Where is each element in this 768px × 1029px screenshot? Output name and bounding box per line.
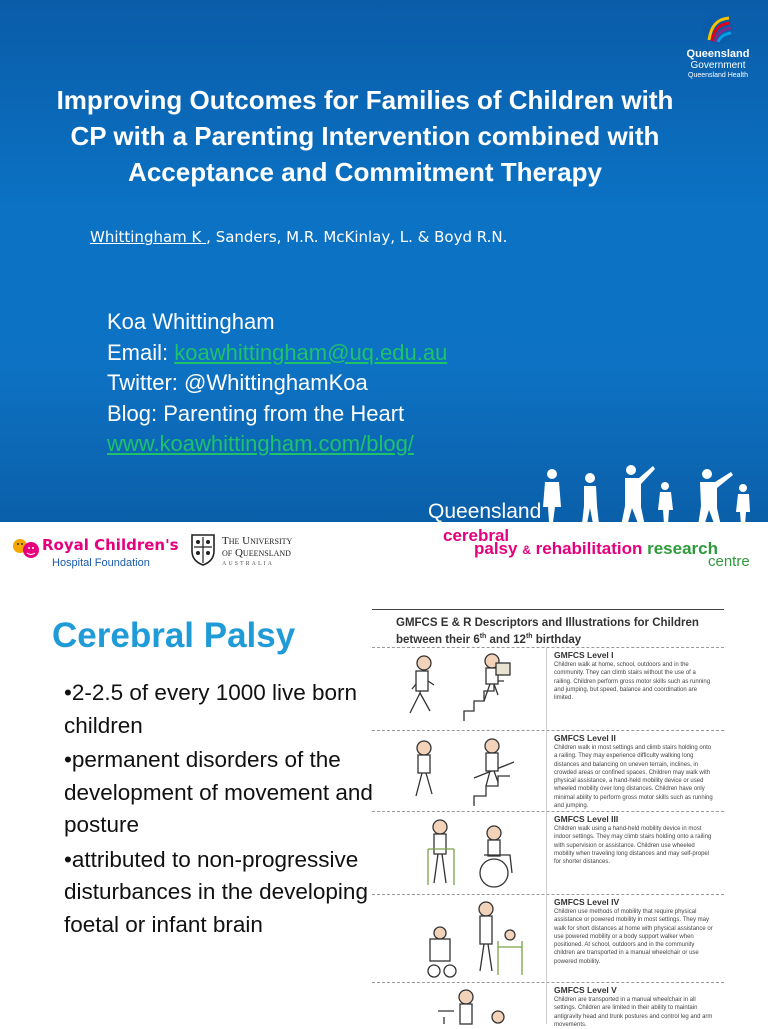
uq-line-2: of Queensland [222,547,291,559]
research-centre-figures-icon [535,462,765,532]
gmfcs-divider [546,982,547,1024]
bullet-item: •2-2.5 of every 1000 live born children [64,680,358,738]
gmfcs-top-rule [372,609,724,610]
contact-email-row [107,338,667,369]
uq-crest-icon [190,533,216,567]
email-label: Email: [107,339,175,365]
centre-queensland: Queensland [428,500,542,523]
gmfcs-level-4-illustration-icon [394,899,534,981]
gmfcs-separator [372,982,724,983]
centre-amp: & [522,543,531,557]
gmfcs-separator [372,647,724,648]
gmfcs-title-part3: birthday [532,633,582,646]
blog-url-link[interactable]: www.koawhittingham.com/blog/ [107,431,414,456]
gmfcs-level-title: GMFCS Level I [554,650,614,660]
presentation-title: Improving Outcomes for Families of Children with CP with a Parenting Intervention combined with Acceptance and Commitment Therapy [56,85,674,187]
bullet-item: •attributed to non-progressive disturbances in the developing foetal or infant brain [64,846,368,937]
royal-childrens-logo-icon [12,536,42,562]
logo-line-1: Queensland [686,48,750,60]
uq-line-3: AUSTRALIA [222,561,274,567]
centre-rehabilitation: rehabilitation [535,539,643,558]
gmfcs-level-desc: Children use methods of mobility that require physical assistance or powered mobility in most settings. They may walk for short distances at home with physical assistance or use powered mobility or a body support walker when positioned. At school, outdoors and in the community children are transported in a manual wheelchair or use powered mobility. [554,909,713,965]
gmfcs-divider [546,647,547,730]
lead-author[interactable]: Whittingham K [90,228,207,246]
gmfcs-level-desc: Children walk at home, school, outdoors and in the community. They can climb stairs without the use of a railing. Children perform gross motor skills such as running and jumping, but speed, balance and coordination are limited. [554,662,711,702]
gmfcs-divider [546,894,547,982]
gmfcs-level-title: GMFCS Level V [554,985,617,995]
contact-twitter: Twitter: @WhittinghamKoa [107,370,368,395]
email-link[interactable]: koawhittingham@uq.edu.au [174,339,448,365]
centre-centre: centre [708,553,750,570]
slide-title: Cerebral Palsy [52,616,296,655]
contact-block [107,307,667,460]
gmfcs-level-desc: Children walk using a hand-held mobility device in most indoor settings. They may climb stairs holding onto a railing with supervision or assistance. Children use wheeled mobility when traveling long distances and may self-propel for shorter distances. [554,826,712,866]
centre-palsy: palsy [474,539,518,558]
co-authors: , Sanders, M.R. McKinlay, L. & Boyd R.N. [206,228,508,246]
bullet-item: •permanent disorders of the development of movement and posture [64,747,373,837]
gmfcs-separator [372,894,724,895]
gmfcs-level-desc: Children are transported in a manual wheelchair in all settings. Children are limited in their ability to maintain antigravity head and trunk postures and control leg and arm movements. [554,997,713,1028]
centre-line-2 [474,539,718,559]
rch-line-1: Royal Children's [42,536,179,554]
gmfcs-chart [372,609,724,1028]
gmfcs-title [396,616,716,647]
gmfcs-level-title: GMFCS Level IV [554,897,620,907]
author-list [90,226,550,249]
contact-blog: Blog: Parenting from the Heart [107,400,405,426]
contact-name: Koa Whittingham [107,309,275,334]
gmfcs-level-title: GMFCS Level III [554,814,619,824]
gmfcs-level-3-illustration-icon [394,815,534,891]
gmfcs-level-desc: Children walk in most settings and climb stairs holding onto a railing. They may experience difficulty walking long distances and balancing on uneven terrain, inclines, in crowded areas or confined spaces. Children may walk with physical assistance, a hand-held mobility device or used wheeled mobility over long distances. Children have only minimal ability to perform gross motor skills such as running and jumping. [554,745,713,810]
gmfcs-title-sup2: th [525,633,533,640]
gmfcs-title-part2: and 12 [486,633,526,646]
gmfcs-level-1-illustration-icon [394,651,534,727]
gmfcs-divider [546,811,547,894]
centre-cerebral: cerebral [443,526,510,545]
gmfcs-title-part1: GMFCS E & R Descriptors and Illustrations for Children between their 6 [396,617,699,646]
gmfcs-level-2-illustration-icon [394,734,534,810]
gmfcs-title-sup1: th [479,633,487,640]
gmfcs-level-5-illustration-icon [394,987,534,1024]
queensland-government-logo [676,12,760,90]
gmfcs-separator [372,730,724,731]
cerebral-palsy-slide [0,595,768,1028]
gmfcs-level-title: GMFCS Level II [554,733,616,743]
queensland-government-logo-icon [701,12,735,46]
uq-line-1: The University [222,535,293,547]
logo-line-2: Government [690,60,746,71]
logo-line-3: Queensland Health [688,72,748,79]
bullet-list [64,677,374,943]
gmfcs-divider [546,730,547,811]
gmfcs-separator [372,811,724,812]
centre-research: research [647,539,718,558]
rch-line-2: Hospital Foundation [52,557,150,569]
